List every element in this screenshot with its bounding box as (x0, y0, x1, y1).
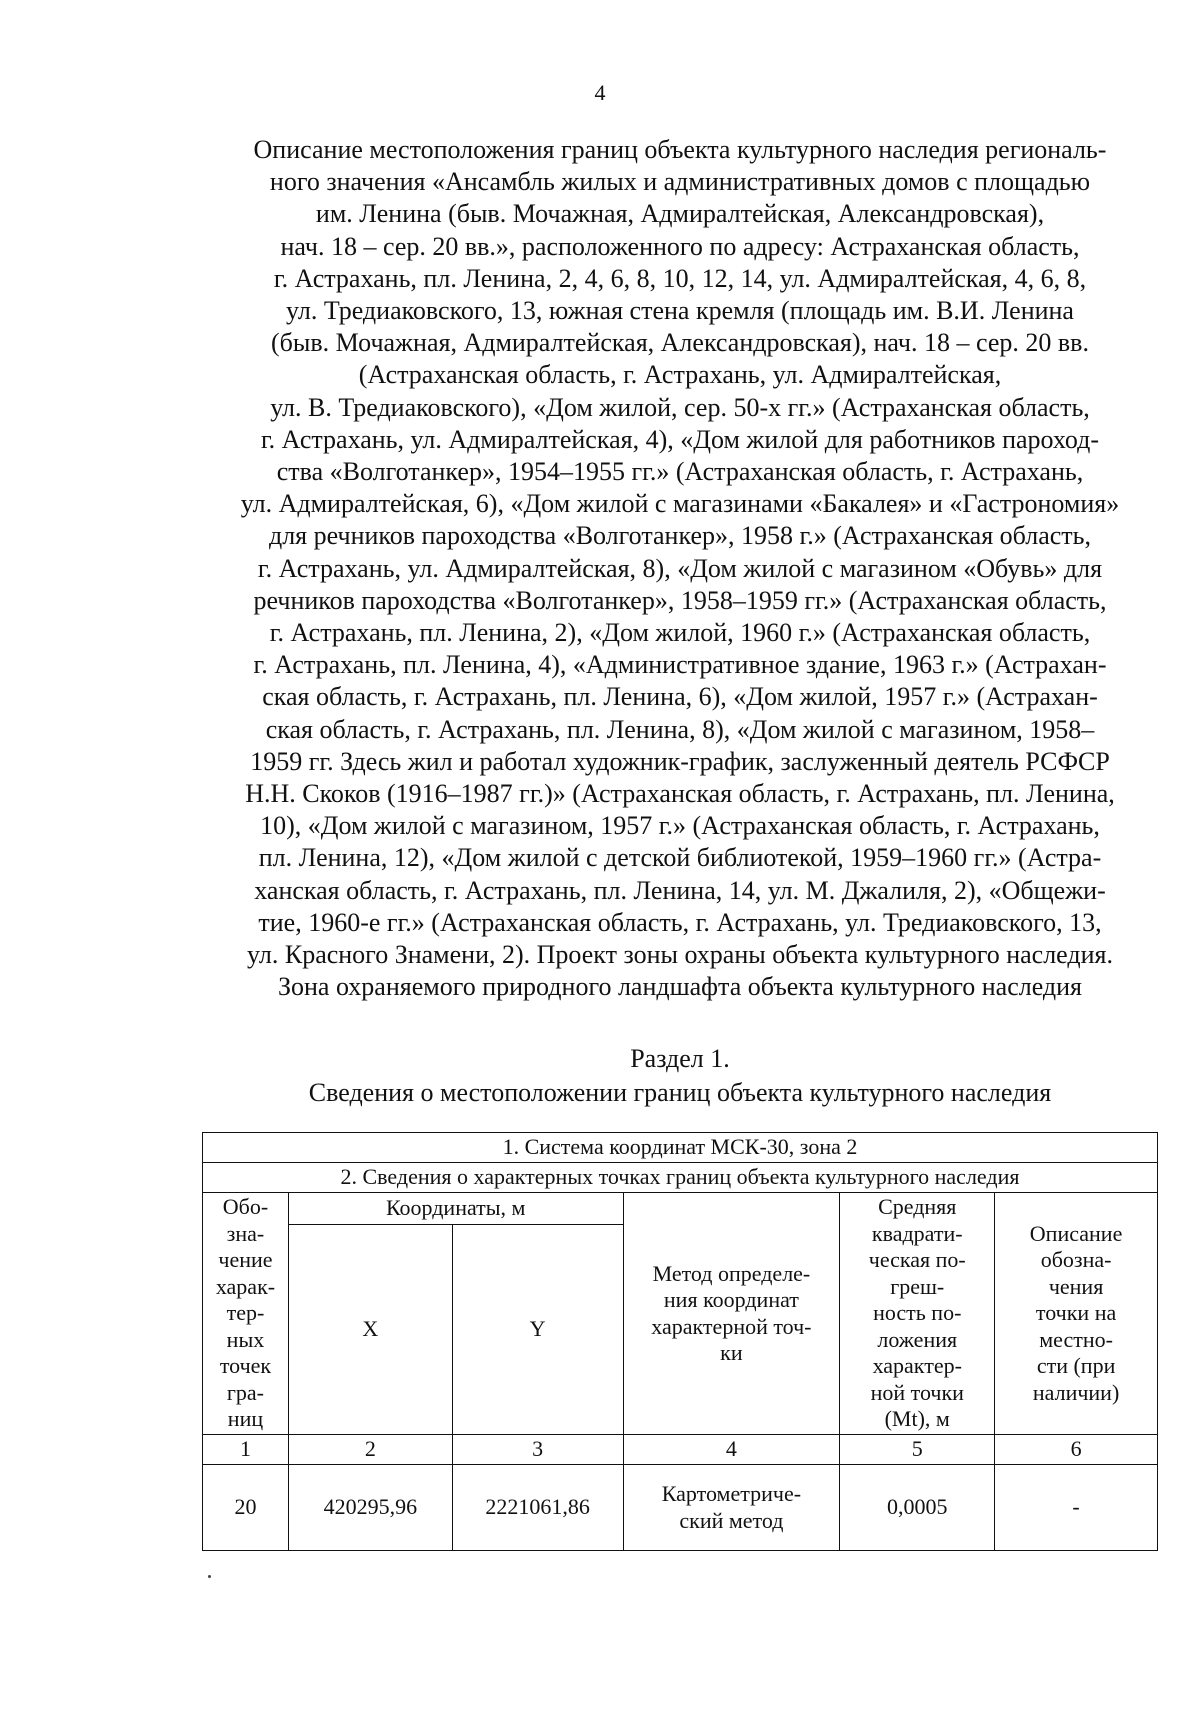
point-number: 20 (203, 1465, 289, 1551)
description-line: (Астраханская область, г. Астрахань, ул. Адмиралтейская, (358, 360, 1002, 390)
table-row (203, 1465, 1158, 1551)
description-line: Зона охраняемого природного ландшафта объекта культурного наследия (277, 972, 1083, 1002)
description-line: Н.Н. Скоков (1916–1987 гг.)» (Астраханская область, г. Астрахань, пл. Ленина, (245, 779, 1115, 809)
description-line: ул. Тредиаковского, 13, южная стена кремля (площадь им. В.И. Ленина (286, 296, 1074, 326)
description-line: ул. Адмиралтейская, 6), «Дом жилой с магазинами «Бакалея» и «Гастрономия» (240, 489, 1120, 519)
column-number: 5 (840, 1435, 995, 1465)
column-number: 1 (203, 1435, 289, 1465)
description-line: ская область, г. Астрахань, пл. Ленина, 6), «Дом жилой, 1957 г.» (Астрахан- (262, 682, 1098, 712)
description-line: ного значения «Ансамбль жилых и административных домов с площадью (269, 167, 1091, 197)
description-line: г. Астрахань, пл. Ленина, 2, 4, 6, 8, 10, 12, 14, ул. Адмиралтейская, 4, 6, 8, (273, 263, 1087, 293)
description-line: нач. 18 – сер. 20 вв.», расположенного по адресу: Астраханская область, (280, 231, 1080, 261)
coordinates-table (202, 1132, 1158, 1551)
description-line: для речников пароходства «Волготанкер», 1958 г.» (Астраханская область, (268, 521, 1092, 551)
coordinate-system-row: 1. Система координат МСК-30, зона 2 (203, 1133, 1158, 1163)
method-cell: Картометриче- ский метод (623, 1465, 840, 1551)
description-line: пл. Ленина, 12), «Дом жилой с детской библиотекой, 1959–1960 гг.» (Астра- (258, 843, 1102, 873)
description-line: тие, 1960-е гг.» (Астраханская область, г. Астрахань, ул. Тредиаковского, 13, (258, 907, 1102, 937)
scan-speck (208, 1575, 211, 1578)
description-line: ская область, г. Астрахань, пл. Ленина, 8), «Дом жилой с магазином, 1958– (265, 714, 1095, 744)
point-description: - (995, 1465, 1158, 1551)
page-number: 4 (594, 80, 606, 105)
description-line: ул. Красного Знамени, 2). Проект зоны охраны объекта культурного наследия. (247, 940, 1113, 970)
description-line: ул. В. Тредиаковского), «Дом жилой, сер. 50-х гг.» (Астраханская область, (270, 392, 1090, 422)
object-description (190, 134, 1170, 1003)
description-line: ханская область, г. Астрахань, пл. Ленина, 14, ул. М. Джалиля, 2), «Общежи- (254, 875, 1106, 905)
description-line: 10), «Дом жилой с магазином, 1957 г.» (Астраханская область, г. Астрахань, (260, 811, 1100, 841)
description-line: (быв. Мочажная, Адмиралтейская, Александровская), нач. 18 – сер. 20 вв. (271, 328, 1089, 358)
header-y: Y (452, 1225, 623, 1435)
header-coordinates: Координаты, м (288, 1193, 623, 1225)
coordinate-x: 420295,96 (288, 1465, 452, 1551)
column-number: 6 (995, 1435, 1158, 1465)
section-subtitle: Сведения о местоположении границ объекта культурного наследия (308, 1078, 1052, 1107)
description-line: г. Астрахань, ул. Адмиралтейская, 8), «Дом жилой с магазином «Обувь» для (257, 553, 1103, 583)
description-line: речников пароходства «Волготанкер», 1958–1959 гг.» (Астраханская область, (253, 585, 1107, 615)
header-error: Средняя квадрати- ческая по- греш- ность по- ложения характер- ной точки (Mt), м (840, 1193, 995, 1435)
description-line: Описание местоположения границ объекта культурного наследия региональ- (253, 135, 1107, 164)
column-number: 4 (623, 1435, 840, 1465)
header-designation: Обо- зна- чение харак- тер- ных точек гра- ниц (203, 1193, 289, 1435)
section-title: Раздел 1. (630, 1044, 730, 1073)
points-info-row: 2. Сведения о характерных точках границ объекта культурного наследия (203, 1163, 1158, 1193)
column-number: 2 (288, 1435, 452, 1465)
description-line: г. Астрахань, пл. Ленина, 2), «Дом жилой, 1960 г.» (Астраханская область, (269, 618, 1091, 648)
error-value: 0,0005 (840, 1465, 995, 1551)
coordinate-y: 2221061,86 (452, 1465, 623, 1551)
description-line: ства «Волготанкер», 1954–1955 гг.» (Астраханская область, г. Астрахань, (276, 457, 1084, 487)
description-line: г. Астрахань, ул. Адмиралтейская, 4), «Дом жилой для работников пароход- (260, 424, 1100, 454)
header-method: Метод определе- ния координат характерной точ- ки (623, 1193, 840, 1435)
description-line: 1959 гг. Здесь жил и работал художник-график, заслуженный деятель РСФСР (250, 746, 1110, 776)
description-line: им. Ленина (быв. Мочажная, Адмиралтейская, Александровская), (315, 199, 1045, 229)
section-heading (190, 1042, 1170, 1110)
header-x: X (288, 1225, 452, 1435)
column-number: 3 (452, 1435, 623, 1465)
header-description: Описание обозна- чения точки на местно- сти (при наличии) (995, 1193, 1158, 1435)
description-line: г. Астрахань, пл. Ленина, 4), «Административное здание, 1963 г.» (Астрахан- (253, 650, 1107, 680)
